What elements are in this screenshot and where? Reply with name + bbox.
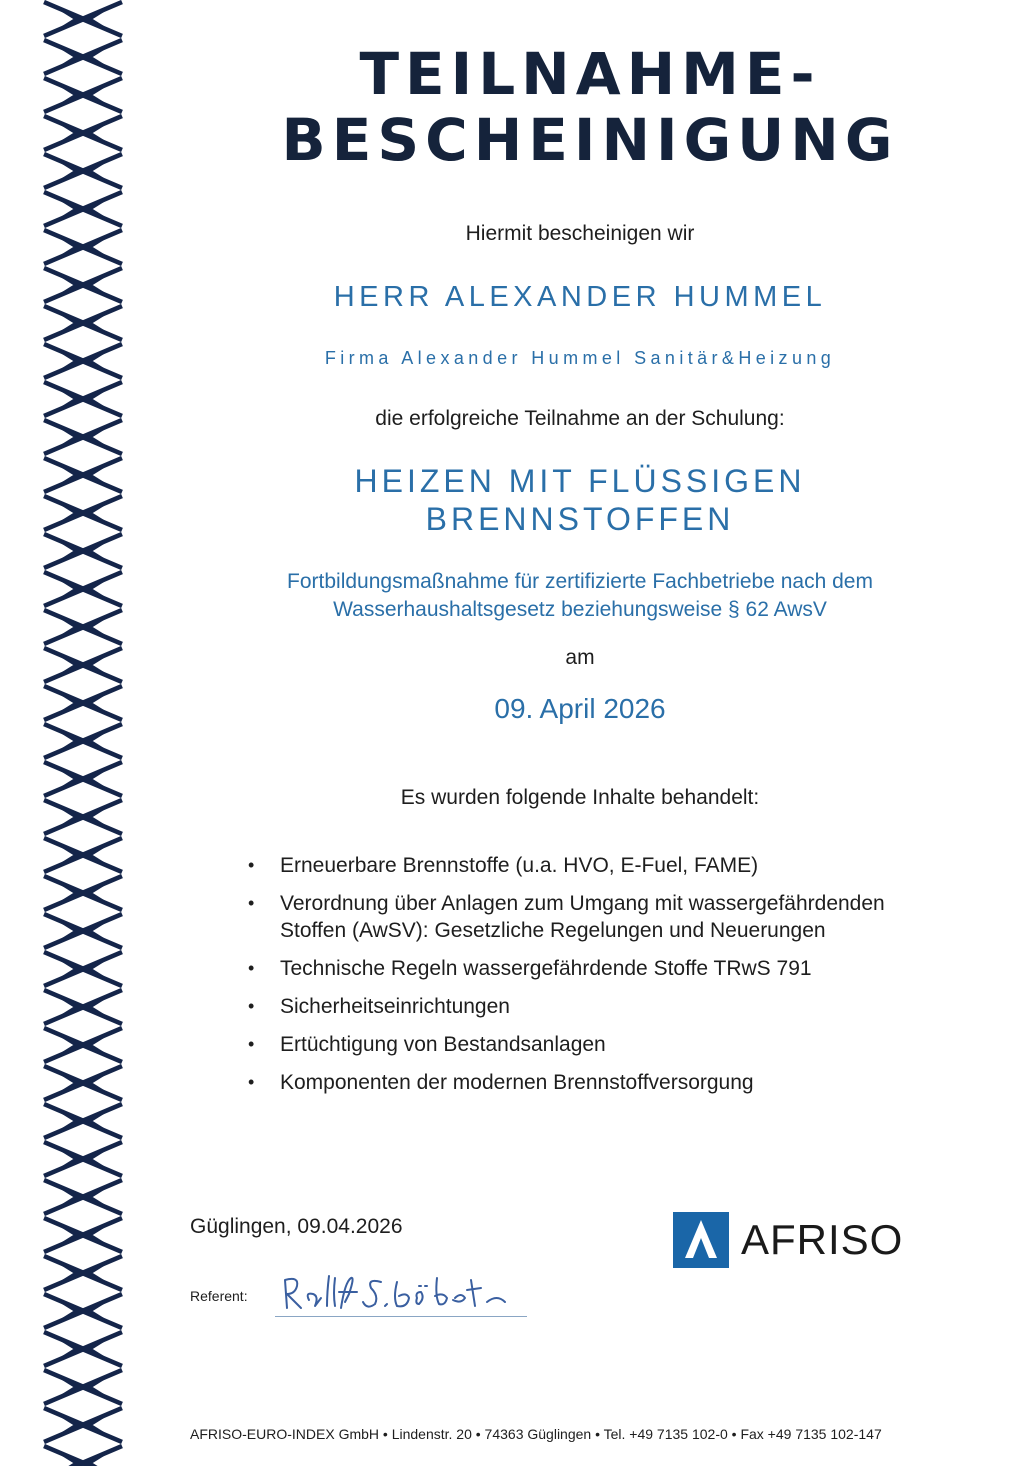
footer-contact: AFRISO-EURO-INDEX GmbH • Lindenstr. 20 • 74363 Güglingen • Tel. +49 7135 102-0 • Fax +49 7135 102-147 [190,1426,882,1442]
list-item [248,852,968,879]
topic-text: Technische Regeln wassergefährdende Stoffe TRwS 791 [280,957,812,980]
participant-company: Firma Alexander Hummel Sanitär&Heizung [324,348,836,368]
bullet-icon: • [248,1072,255,1092]
bullet-icon: • [248,893,255,913]
participant-name: HERR ALEXANDER HUMMEL [333,281,827,313]
referent-label: Referent: [190,1288,248,1304]
course-date: 09. April 2026 [494,693,666,724]
triangle-logo-icon [673,1212,729,1268]
document-title-line-1: TEILNAHME- [359,40,821,108]
topic-text: Ertüchtigung von Bestandsanlagen [280,1033,606,1056]
list-item [248,1031,968,1058]
topic-text-continued: Stoffen (AwSV): Gesetzliche Regelungen und Neuerungen [280,919,826,942]
course-description-line-1: Fortbildungsmaßnahme für zertifizierte Fachbetriebe nach dem [287,570,873,593]
place-and-date: Güglingen, 09.04.2026 [190,1215,403,1238]
bullet-icon: • [248,996,255,1016]
decorative-border [40,0,126,1466]
intro-text: Hiermit bescheinigen wir [465,222,695,245]
signature-line [275,1316,527,1317]
topics-list [248,852,968,1107]
logo-text: AFRISO [741,1216,904,1263]
topic-text: Komponenten der modernen Brennstoffversorgung [280,1071,754,1094]
topic-text: Sicherheitseinrichtungen [280,995,510,1018]
bullet-icon: • [248,958,255,978]
list-item [248,955,968,982]
topics-heading: Es wurden folgende Inhalte behandelt: [400,786,760,809]
participation-text: die erfolgreiche Teilnahme an der Schulung: [375,407,785,430]
bullet-icon: • [248,855,255,875]
signature-image [275,1268,525,1316]
course-title-line-1: HEIZEN MIT FLÜSSIGEN [354,463,806,499]
list-item [248,1069,968,1096]
list-item [248,993,968,1020]
course-title-line-2: BRENNSTOFFEN [425,501,735,537]
list-item [248,890,968,944]
topic-text: Verordnung über Anlagen zum Umgang mit wassergefährdenden [280,892,885,915]
document-title-line-2: BESCHEINIGUNG [281,106,899,174]
company-logo [673,1212,903,1268]
topic-text: Erneuerbare Brennstoffe (u.a. HVO, E-Fuel, FAME) [280,854,759,877]
course-description-line-2: Wasserhaushaltsgesetz beziehungsweise § 62 AwsV [333,598,827,621]
date-prefix: am [565,646,595,669]
bullet-icon: • [248,1034,255,1054]
